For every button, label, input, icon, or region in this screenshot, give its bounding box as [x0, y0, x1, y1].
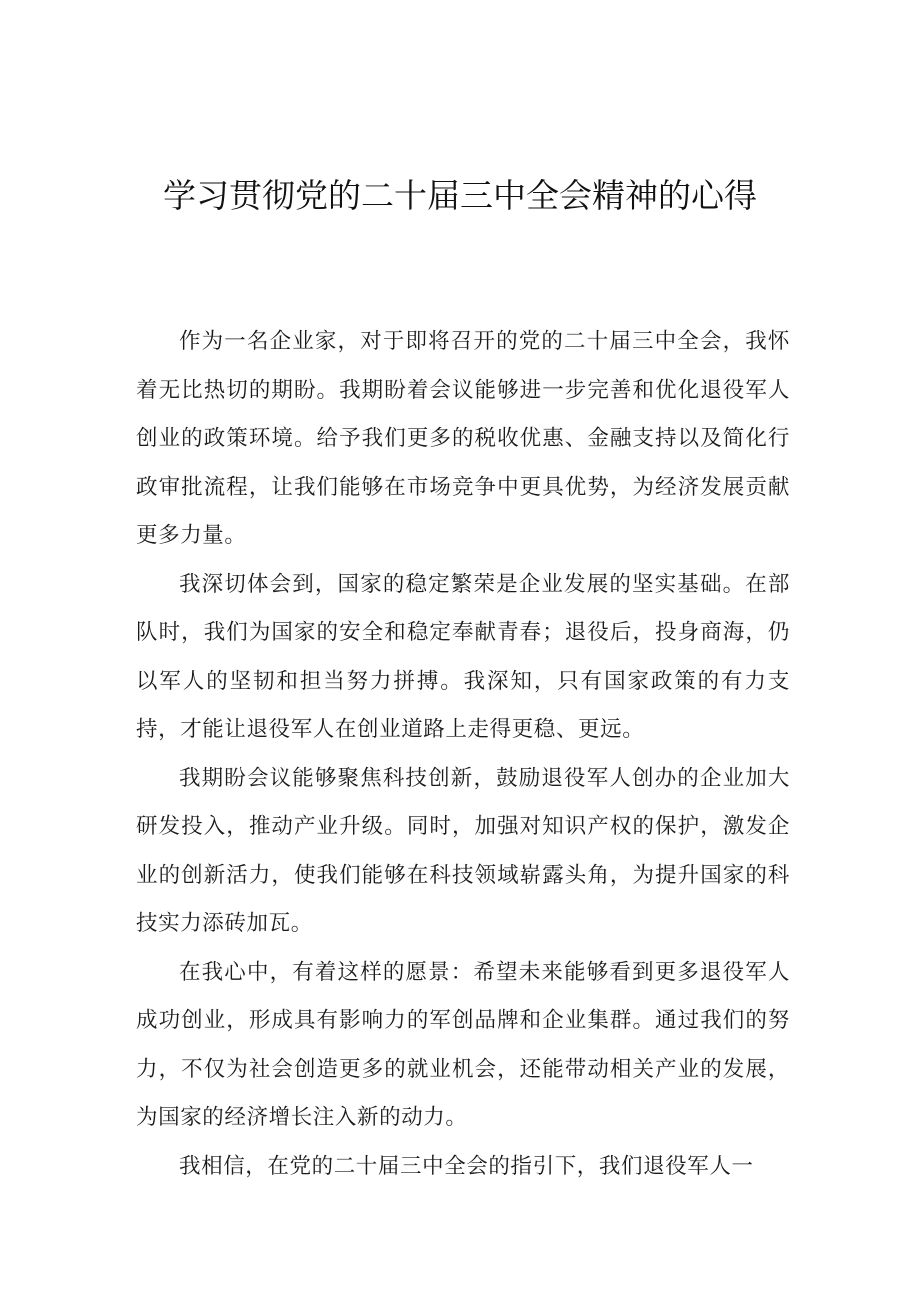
paragraph-5: 我相信，在党的二十届三中全会的指引下，我们退役军人一	[179, 1153, 754, 1179]
paragraph-2: 我深切体会到，国家的稳定繁荣是企业发展的坚实基础。在部队时，我们为国家的安全和稳定奉献青春；退役后，投身商海，仍以军人的坚韧和担当努力拼搏。我深知，只有国家政策的有力支持，才能让退役军人在创业道路上走得更稳、更远。	[136, 571, 790, 742]
paragraph-1: 作为一名企业家，对于即将召开的党的二十届三中全会，我怀着无比热切的期盼。我期盼着会议能够进一步完善和优化退役军人创业的政策环境。给予我们更多的税收优惠、金融支持以及简化行政审批流程，让我们能够在市场竞争中更具优势，为经济发展贡献更多力量。	[136, 329, 790, 548]
document-body	[136, 318, 790, 1191]
paragraph-4: 在我心中，有着这样的愿景：希望未来能够看到更多退役军人成功创业，形成具有影响力的军创品牌和企业集群。通过我们的努力，不仅为社会创造更多的就业机会，还能带动相关产业的发展，为国家的经济增长注入新的动力。	[136, 959, 790, 1130]
paragraph-3: 我期盼会议能够聚焦科技创新，鼓励退役军人创办的企业加大研发投入，推动产业升级。同时，加强对知识产权的保护，激发企业的创新活力，使我们能够在科技领域崭露头角，为提升国家的科技实力添砖加瓦。	[136, 765, 790, 936]
document-title: 学习贯彻党的二十届三中全会精神的心得	[163, 176, 757, 215]
